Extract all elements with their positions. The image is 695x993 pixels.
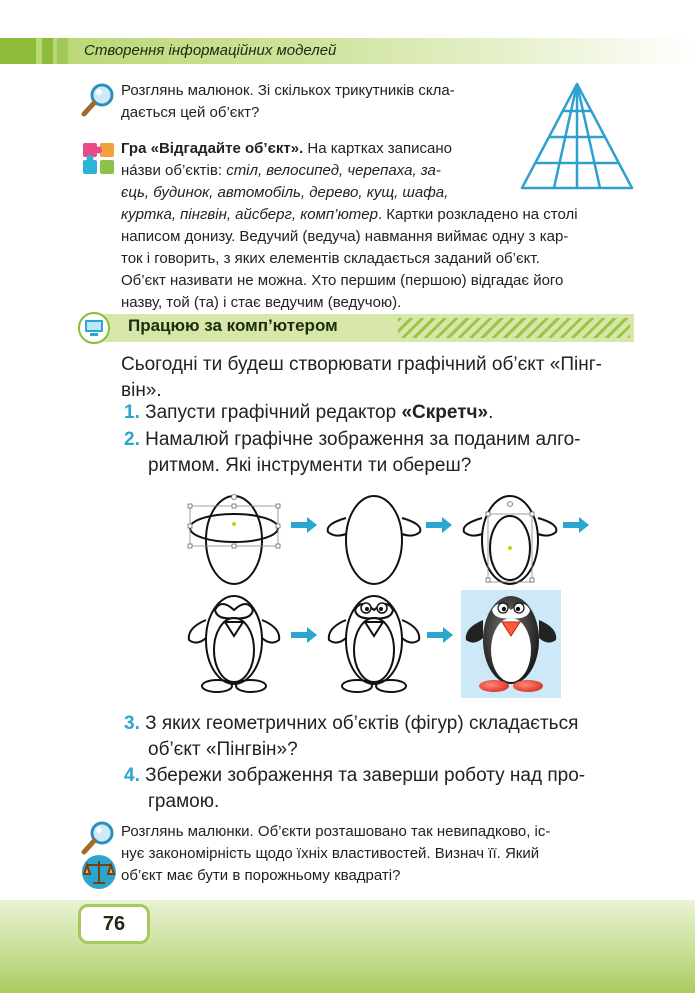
- intro-text: Сьогодні ти будеш створювати графічний об’єкт «Пінг- він».: [121, 354, 603, 401]
- triangle-pyramid-figure: [518, 80, 636, 192]
- game-text-bottom: куртка, пінгвін, айсберг, комп’ютер. Картки розкладено на столі написом донизу. Ведучий (ведуча) навмання виймає одну з кар- ток і говорить, з яких елементів складається заданий об’єкт. Об’єкт називати не можна. Хто першим (першою) відгадає його назву, той (та) і стає ведучим (ведучою).: [121, 206, 578, 311]
- computer-icon: [78, 312, 112, 344]
- game-text-top: Гра «Відгадайте об’єкт». На картках записано на́зви об’єктів: стіл, велосипед, черепаха, за- єць, будинок, автомобіль, дерево, кущ, шафа,: [121, 140, 452, 201]
- step-3-cont: об’єкт «Пінгвін»?: [148, 739, 298, 760]
- header-title: Створення інформаційних моделей: [84, 42, 337, 59]
- step-4: 4. Збережи зображення та заверши роботу над про-: [124, 765, 586, 786]
- algorithm-row-2: [185, 588, 565, 700]
- step-2-cont: ритмом. Які інструменти ти обереш?: [148, 455, 472, 476]
- step-1: 1. Запусти графічний редактор «Скретч».: [124, 402, 494, 423]
- scales-icon: [80, 854, 118, 890]
- task-triangles-text: Розглянь малюнок. Зі скількох трикутників скла- дається цей об’єкт?: [121, 82, 455, 121]
- section-hatch: [398, 318, 630, 338]
- step-3: 3. З яких геометричних об’єктів (фігур) складається: [124, 713, 579, 734]
- magnifier-icon: [80, 82, 118, 118]
- top-margin: [0, 0, 695, 38]
- magnifier-icon: [80, 820, 118, 856]
- task-pattern-text: Розглянь малюнки. Об’єкти розташовано так невипадково, іс- нує закономірність щодо їхніх властивостей. Визнач її. Який об’єкт має бути в порожньому квадраті?: [121, 823, 551, 884]
- puzzle-icon: [80, 140, 118, 178]
- game-title: Гра «Відгадайте об’єкт».: [121, 140, 304, 157]
- section-title: Працюю за комп’ютером: [128, 316, 338, 335]
- step-4-cont: грамою.: [148, 791, 220, 812]
- page-number: 76: [78, 904, 150, 944]
- algorithm-row-1: [185, 490, 595, 590]
- header-square: [42, 38, 53, 64]
- step-2: 2. Намалюй графічне зображення за поданим алго-: [124, 429, 581, 450]
- header-square: [57, 38, 68, 64]
- header-block: [0, 38, 36, 64]
